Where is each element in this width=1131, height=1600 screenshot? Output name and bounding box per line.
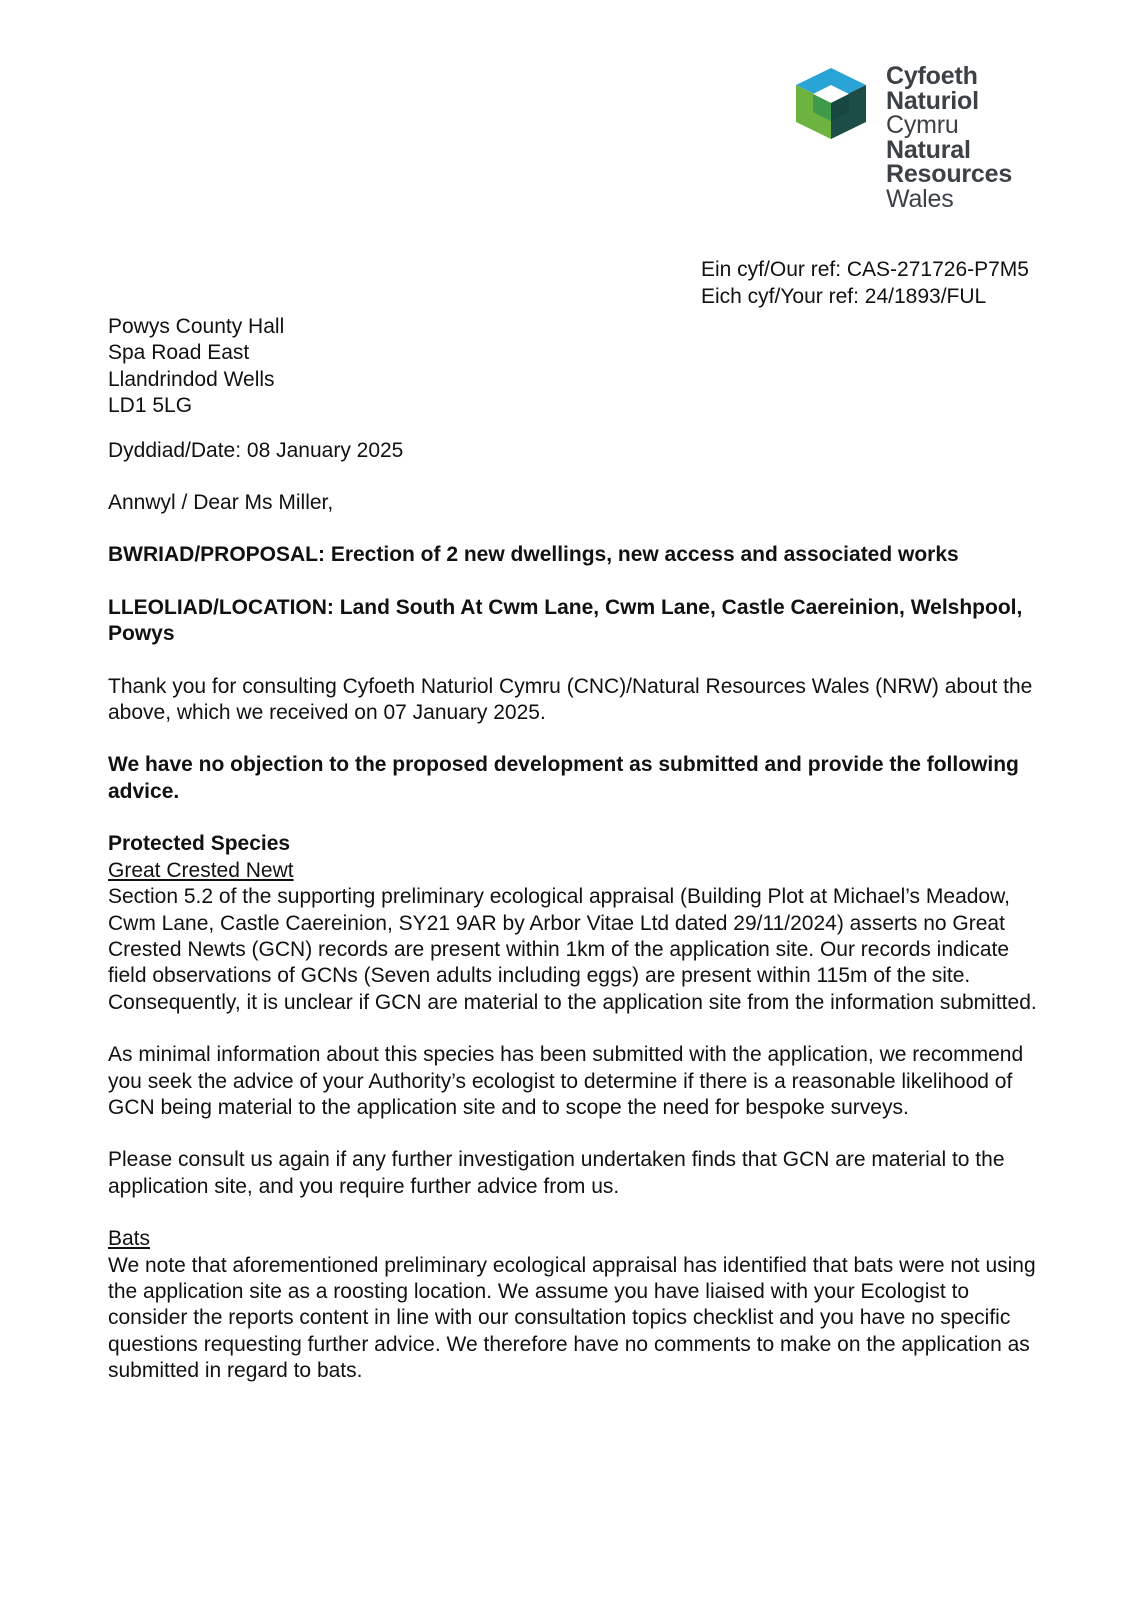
your-ref: Eich cyf/Your ref: 24/1893/FUL [701, 285, 987, 308]
logo-welsh-line1: Cyfoeth [886, 62, 978, 90]
address-line: LD1 5LG [108, 394, 193, 418]
intro-paragraph: Thank you for consulting Cyfoeth Naturiol Cymru (CNC)/Natural Resources Wales (NRW) about the above, which we received on 07 January 2025. [108, 674, 1033, 725]
gcn-paragraph: Section 5.2 of the supporting preliminary ecological appraisal (Building Plot at Michael’s Meadow, Cwm Lane, Castle Caereinion, SY21 9AR by Arbor Vitae Ltd dated 29/11/2024) asserts no Great Crested Newts (GCN) records are present within 1km of the application site. Our records indicate field observations of GCNs (Seven adults including eggs) are present within 115m of the site. Consequently, it is unclear if GCN are material to the application site from the information submitted. [108, 885, 1037, 1014]
nrw-hexagon-icon [793, 66, 869, 142]
address-line: Powys County Hall [108, 315, 285, 338]
proposal: BWRIAD/PROPOSAL: Erection of 2 new dwellings, new access and associated works [108, 543, 959, 567]
subheading-bats: Bats [108, 1227, 151, 1251]
letter-date: Dyddiad/Date: 08 January 2025 [108, 438, 404, 462]
reference-block [701, 256, 1029, 310]
salutation: Annwyl / Dear Ms Miller, [108, 491, 334, 515]
our-ref: Ein cyf/Our ref: CAS-271726-P7M5 [701, 258, 1029, 281]
no-objection-statement: We have no objection to the proposed development as submitted and provide the following advice. [108, 753, 1019, 803]
logo-welsh-line3: Cymru [886, 111, 959, 139]
subheading-great-crested-newt: Great Crested Newt [108, 858, 294, 882]
logo-wordmark [886, 64, 1012, 211]
bats-paragraph: We note that aforementioned preliminary ecological appraisal has identified that bats were not using the application site as a roosting location. We assume you have liaised with your Ecologist to consider the reports content in line with our consultation topics checklist and you have no specific questions requesting further advice. We therefore have no comments to make on the application as submitted in regard to bats. [108, 1253, 1036, 1383]
letter-body [108, 314, 1038, 1385]
logo-english-line1: Natural [886, 135, 971, 164]
address-line: Spa Road East [108, 341, 250, 365]
recipient-address [108, 314, 1038, 420]
gcn-advice-paragraph: As minimal information about this species has been submitted with the application, we recommend you seek the advice of your Authority’s ecologist to determine if there is a reasonable likelihood of GCN being material to the application site and to scope the need for bespoke surveys. [108, 1043, 1024, 1119]
logo-welsh-line2: Naturiol [886, 86, 979, 115]
location: LLEOLIAD/LOCATION: Land South At Cwm Lane, Cwm Lane, Castle Caereinion, Welshpool, Powys [108, 595, 1023, 646]
gcn-consult-paragraph: Please consult us again if any further investigation undertaken finds that GCN are material to the application site, and you require further advice from us. [108, 1148, 1005, 1198]
logo-english-line3: Wales [886, 184, 954, 213]
nrw-logo [793, 64, 1033, 224]
section-heading-protected-species: Protected Species [108, 832, 291, 856]
logo-english-line2: Resources [886, 160, 1013, 188]
address-line: Llandrindod Wells [108, 367, 275, 391]
